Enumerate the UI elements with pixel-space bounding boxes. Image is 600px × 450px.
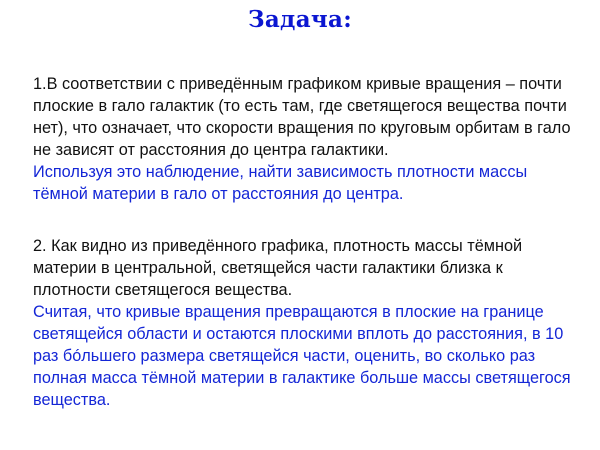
task-2-question: Считая, что кривые вращения превращаются в плоские на границе светящейся области и остаются плоскими вплоть до расстояния, в 10 раз бóльшего размера светящейся части, оценить, во сколько раз полная масса тёмной материи в галактике больше массы светящегося вещества. [33, 303, 571, 409]
task-2 [33, 235, 578, 411]
task-1-statement: 1.В соответствии с приведённым графиком кривые вращения – почти плоские в гало галактик (то есть там, где светящегося вещества почти нет), что означает, что скорости вращения по круговым орбитам в гало не зависят от расстояния до центра галактики. [33, 75, 571, 159]
slide-title: Задача: [247, 6, 353, 33]
task-1-question: Используя это наблюдение, найти зависимость плотности массы тёмной материи в гало от расстояния до центра. [33, 163, 528, 203]
task-1 [33, 73, 578, 205]
task-2-statement: 2. Как видно из приведённого графика, плотность массы тёмной материи в центральной, светящейся части галактики близка к плотности светящегося вещества. [33, 237, 523, 299]
